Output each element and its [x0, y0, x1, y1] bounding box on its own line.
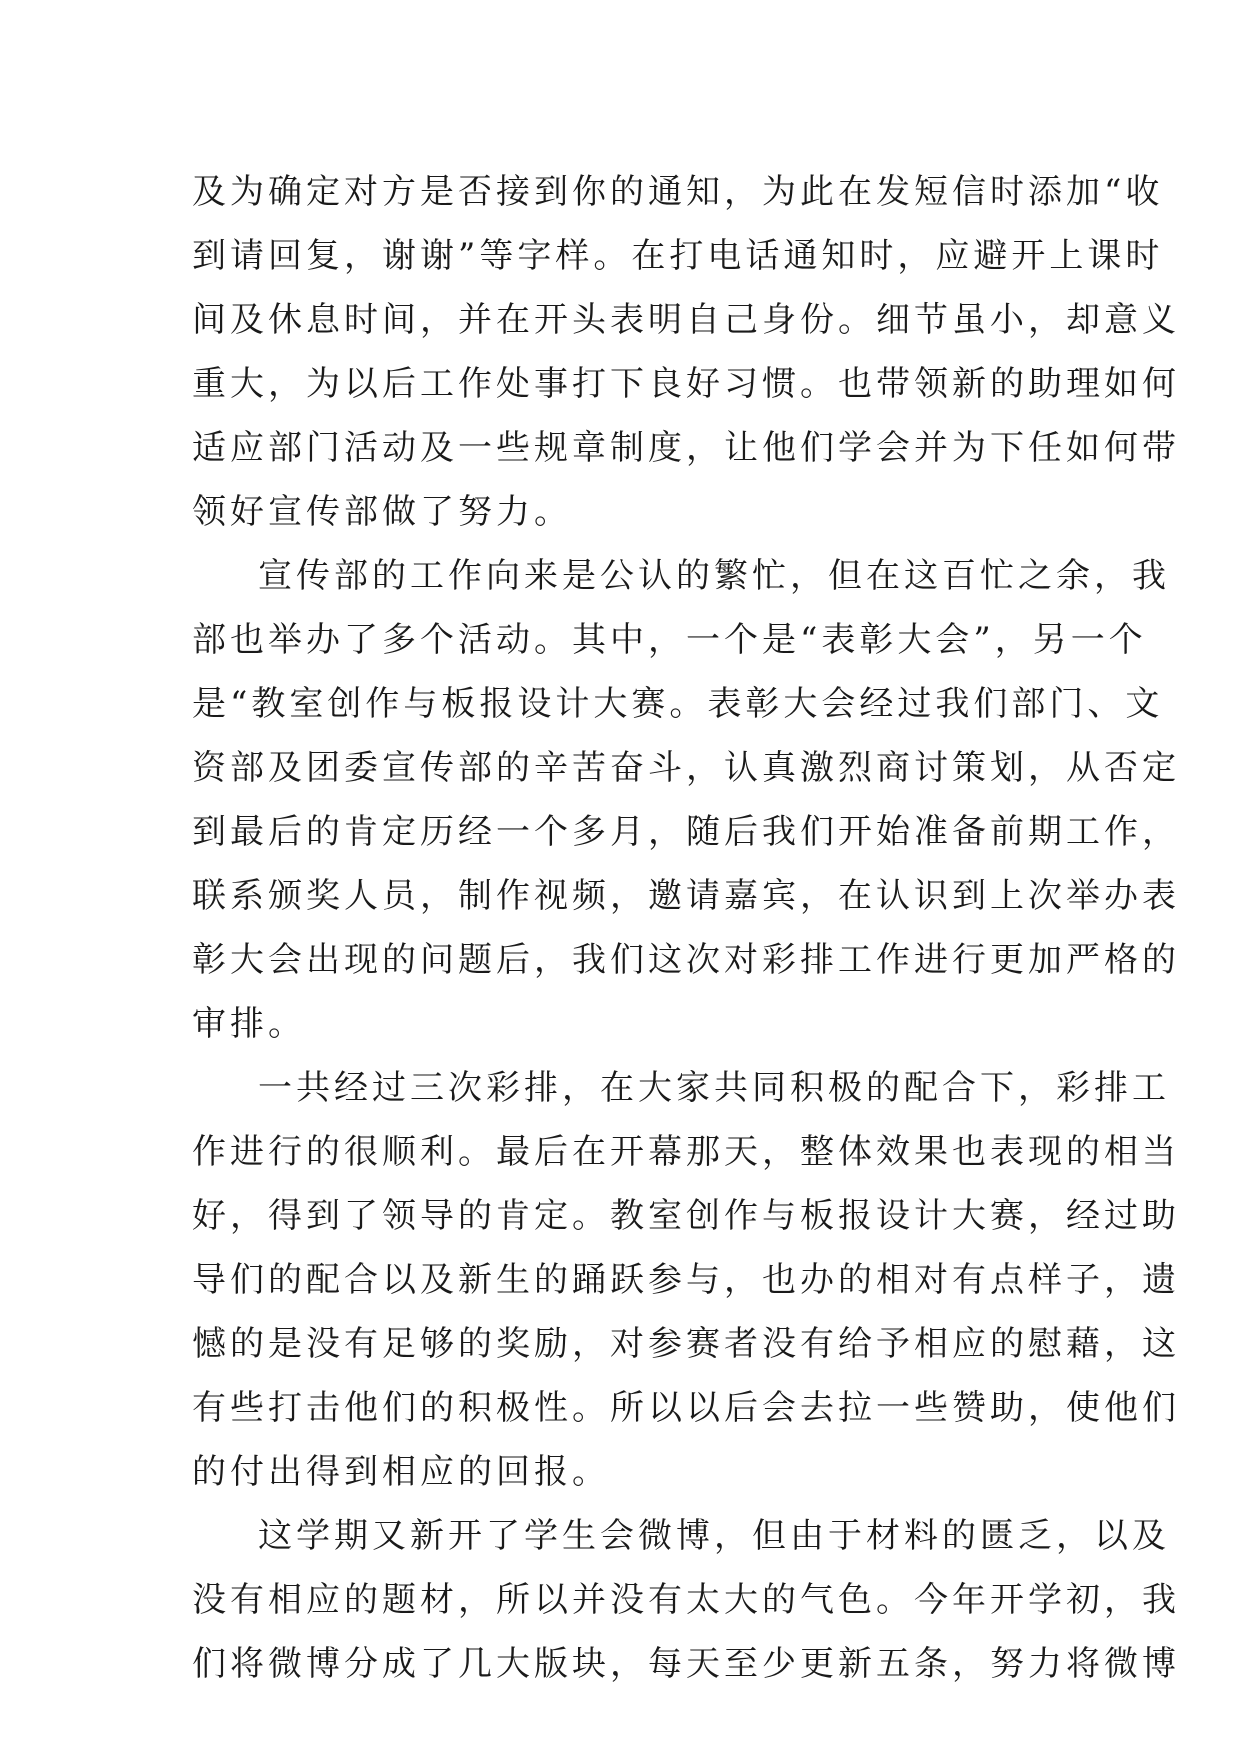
text-line: 联系颁奖人员，制作视频，邀请嘉宾，在认识到上次举办表: [192, 876, 1180, 916]
text-line: 是“教室创作与板报设计大赛。表彰大会经过我们部门、文: [192, 684, 1164, 724]
text-line: 有些打击他们的积极性。所以以后会去拉一些赞助，使他们: [192, 1388, 1180, 1428]
text-line: 导们的配合以及新生的踊跃参与，也办的相对有点样子，遗: [192, 1260, 1180, 1300]
text-line: 间及休息时间，并在开头表明自己身份。细节虽小，却意义: [192, 300, 1180, 340]
text-line: 重大，为以后工作处事打下良好习惯。也带领新的助理如何: [192, 364, 1180, 404]
paragraph-first-line: 宣传部的工作向来是公认的繁忙，但在这百忙之余，我: [258, 556, 1170, 596]
text-line: 的付出得到相应的回报。: [192, 1452, 610, 1492]
text-line: 憾的是没有足够的奖励，对参赛者没有给予相应的慰藉，这: [192, 1324, 1180, 1364]
text-line: 们将微博分成了几大版块，每天至少更新五条，努力将微博: [192, 1644, 1180, 1684]
text-line: 作进行的很顺利。最后在开幕那天，整体效果也表现的相当: [192, 1132, 1180, 1172]
text-line: 及为确定对方是否接到你的通知，为此在发短信时添加“收: [192, 172, 1164, 212]
text-line: 好，得到了领导的肯定。教室创作与板报设计大赛，经过助: [192, 1196, 1180, 1236]
paragraph-first-line: 这学期又新开了学生会微博，但由于材料的匮乏，以及: [258, 1516, 1170, 1556]
text-line: 彰大会出现的问题后，我们这次对彩排工作进行更加严格的: [192, 940, 1180, 980]
text-line: 审排。: [192, 1004, 306, 1044]
text-line: 领好宣传部做了努力。: [192, 492, 572, 532]
document-body: [192, 160, 1180, 1696]
text-line: 到最后的肯定历经一个多月，随后我们开始准备前期工作，: [192, 812, 1180, 852]
text-line: 部也举办了多个活动。其中，一个是“表彰大会”，另一个: [192, 620, 1147, 660]
text-line: 没有相应的题材，所以并没有太大的气色。今年开学初，我: [192, 1580, 1180, 1620]
paragraph-first-line: 一共经过三次彩排，在大家共同积极的配合下，彩排工: [258, 1068, 1170, 1108]
text-line: 资部及团委宣传部的辛苦奋斗，认真激烈商讨策划，从否定: [192, 748, 1180, 788]
text-line: 到请回复，谢谢”等字样。在打电话通知时，应避开上课时: [192, 236, 1164, 276]
text-line: 适应部门活动及一些规章制度，让他们学会并为下任如何带: [192, 428, 1180, 468]
